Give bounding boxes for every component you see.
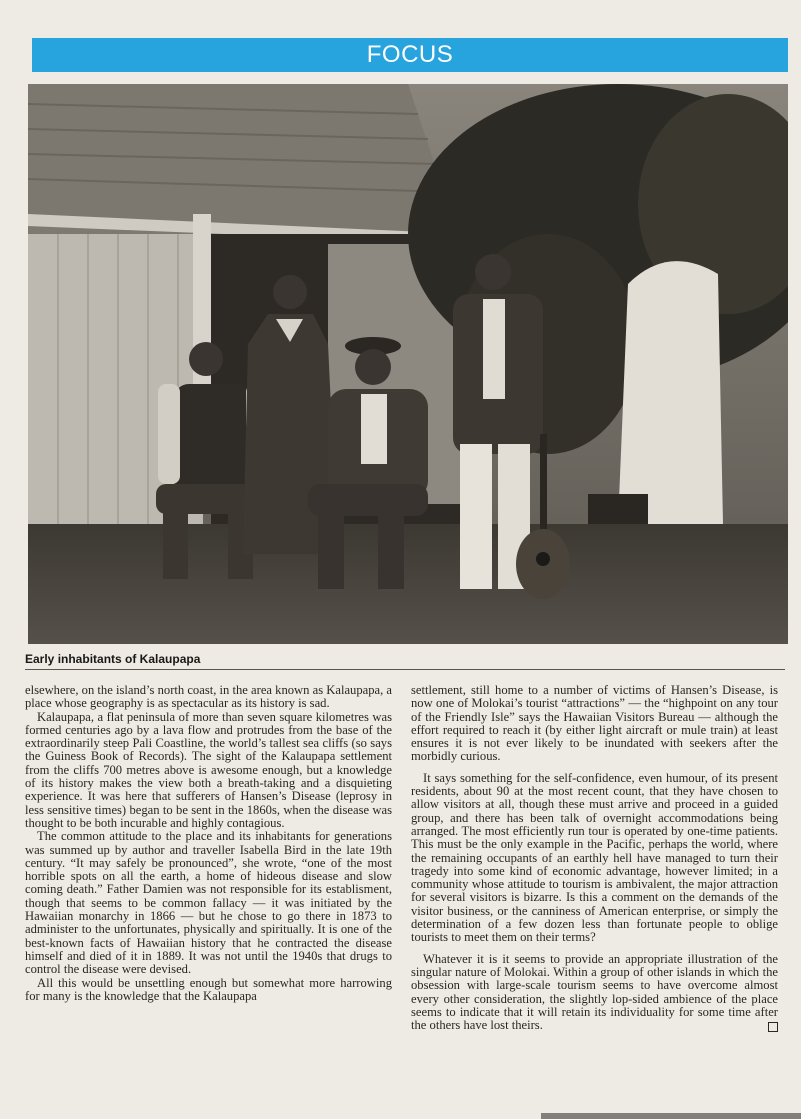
end-mark-icon [768,1022,778,1032]
paragraph [411,953,778,1033]
article-column-left [25,684,392,1003]
article-column-right [411,684,778,1032]
paragraph: The common attitude to the place and its inhabitants for generations was summed up by author and traveller Isabella Bird in the late 19th century. “It may safely be pronounced”, she wrote, “one of the most horrible spots on all the earth, a home of hideous disease and slow coming death.” Father Damien was not responsible for its establisment, though that seems to be common fallacy — it was initiated by the Hawaiian monarchy in 1866 — but he chose to go there in 1873 to administer to the unfortunates, physically and spiritually. It is one of the best-known facts of Hawaiian history that he contracted the disease himself and died of it in 1889. It was not until the 1940s that drugs to control the disease were devised. [25,829,392,977]
archival-photo [28,84,788,644]
paragraph: Kalaupapa, a flat peninsula of more than seven square kilometres was formed centuries ago by a lava flow and protrudes from the base of the extraordinarily steep Pali Coastline, the world’s tallest sea cliffs (so says the Guiness Book of Records). The sight of the Kalaupapa settlement from the cliffs 700 metres above is awesome enough, but a knowledge of its history makes the view both a breath-taking and a disquieting experience. It was here that sufferers of Hansen’s Disease (leprosy in less sensitive times) began to be sent in the 1860s, when the disease was thought to be both incurable and highly contagious. [25,709,392,830]
paragraph: elsewhere, on the island’s north coast, in the area known as Kalaupapa, a place whose geography is as spectacular as its history is sad. [25,683,392,711]
paragraph: settlement, still home to a number of victims of Hansen’s Disease, is now one of Molokai’s tourist “attractions” — the “highpoint on any tour of the Friendly Isle” says the Hawaiian Visitors Bureau — although the effort required to reach it (by either light aircraft or mule train) at least ensures it is not ever likely to be inundated with seekers after the morbidly curious. [411,683,778,764]
paragraph-text: Whatever it is it seems to provide an appropriate illustration of the singular nature of Molokai. Within a group of other islands in which the obsession with large-scale tourism seems to have overcome almost every other consideration, the slightly lop-sided ambience of the place seems to indicate that it will retain its individuality for some time after the others have lost theirs. [411,951,778,1033]
caption-divider [25,669,785,670]
paragraph: It says something for the self-confidence, even humour, of its present residents, about 90 at the most recent count, that they have chosen to allow visitors at all, though these must arrive and proceed in a guided group, and there has been talk of overnight accommodations being arranged. The most efficiently run tour is operated by one-time patients. This must be the only example in the Pacific, perhaps the world, where the remaining occupants of an earthly hell have managed to turn their tragedy into some kind of economic advantage, however limited; in a community whose attitude to tourism is ambivalent, the major attraction for several visitors is bizarre. Is this a comment on the demands of the visitor business, or the canniness of American enterprise, or simply the determination of a few dozen less than fortunate people to oblige tourists to meet them on their terms? [411,770,778,945]
photo-caption: Early inhabitants of Kalaupapa [25,652,201,666]
page-footer-ink [541,1113,801,1119]
section-banner: FOCUS [32,38,788,72]
paragraph: All this would be unsettling enough but somewhat more harrowing for many is the knowledge that the Kalaupapa [25,975,392,1003]
